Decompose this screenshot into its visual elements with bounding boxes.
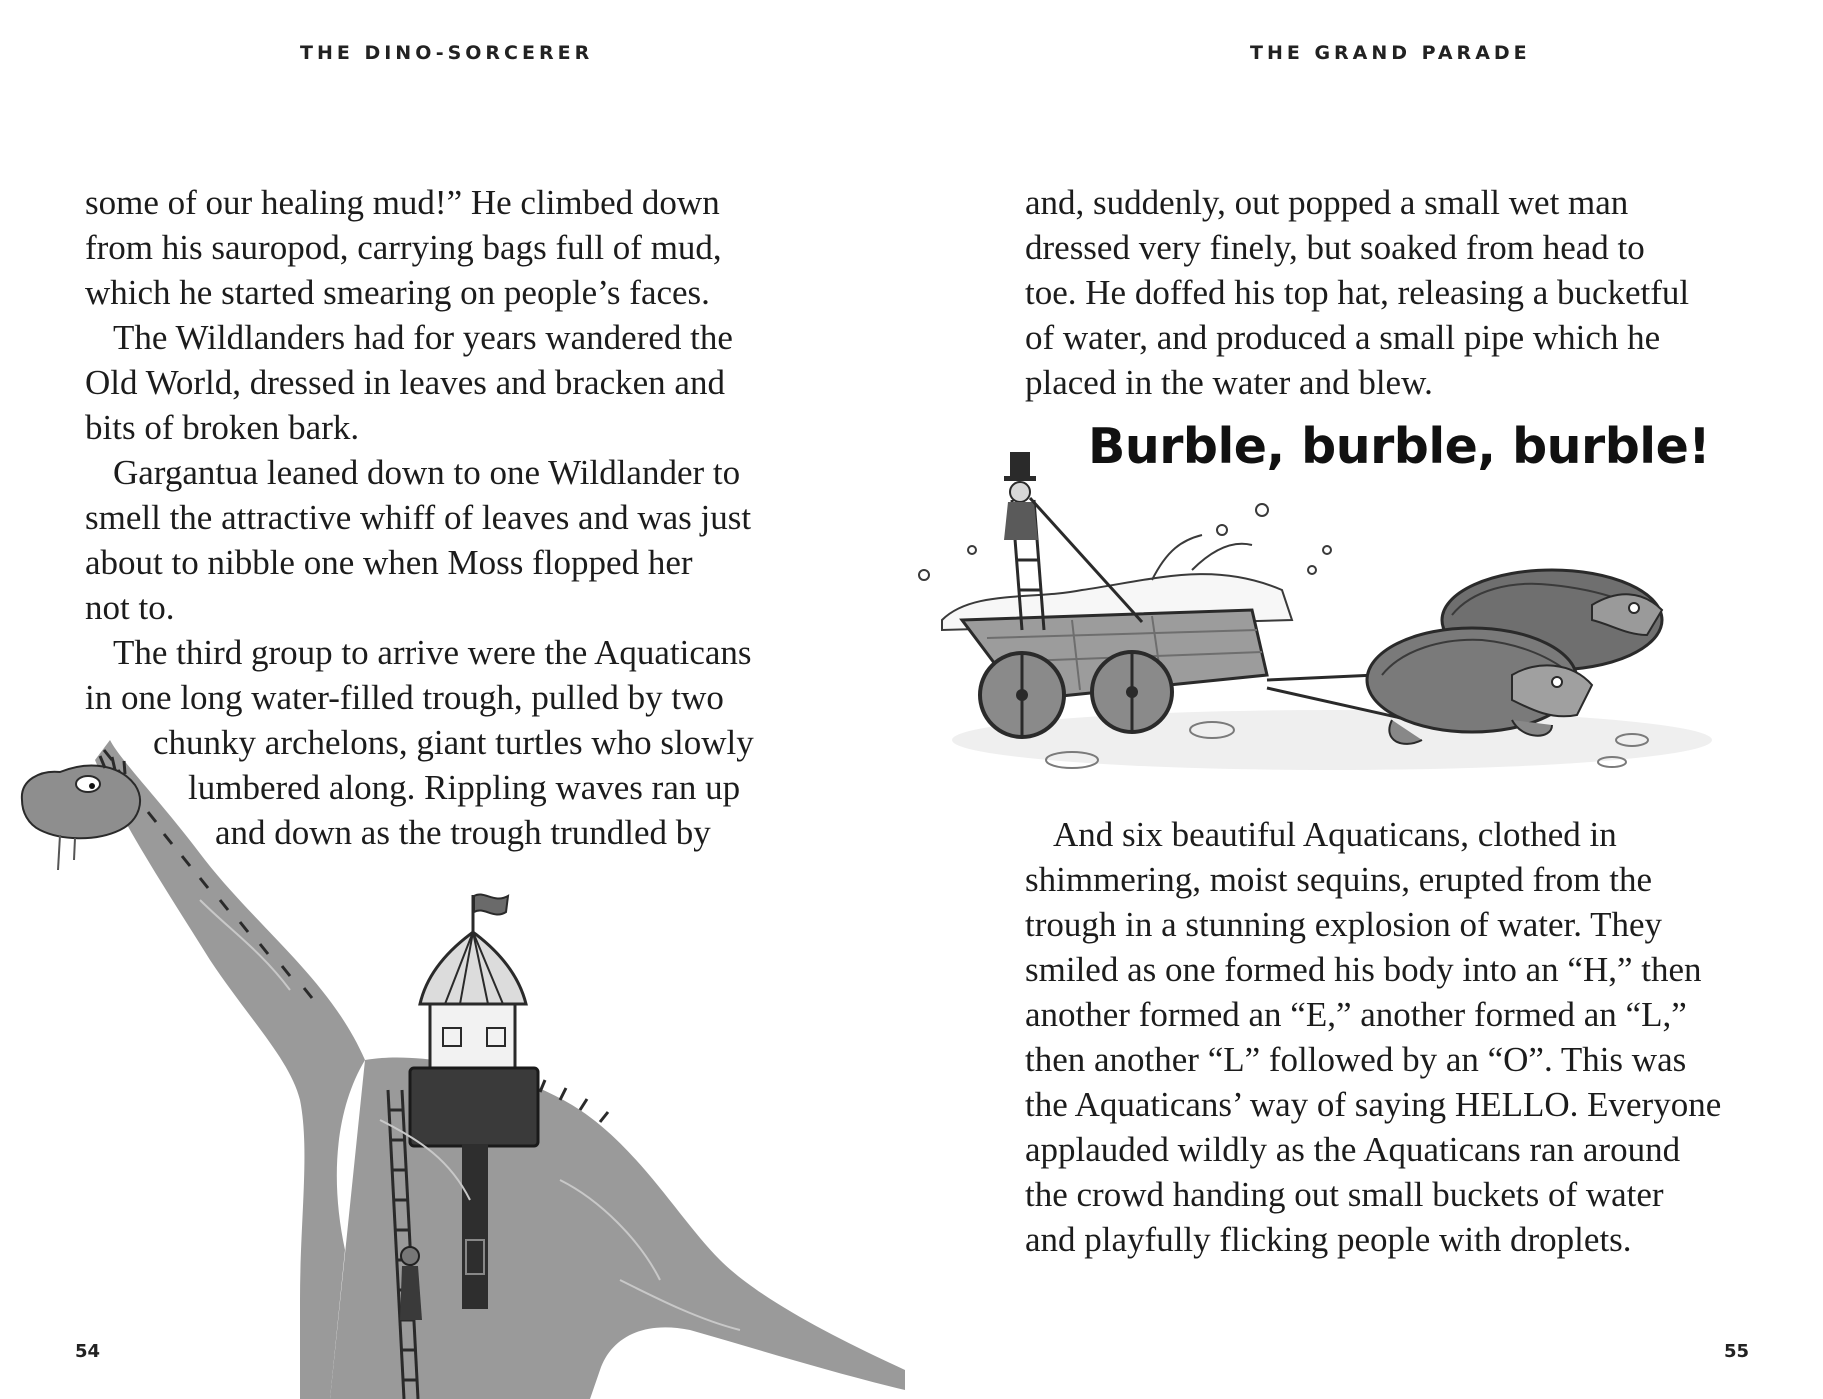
right-page-body-bottom (1025, 812, 1721, 1262)
text-line: applauded wildly as the Aquaticans ran around (1025, 1130, 1681, 1169)
right-page-body-top (1025, 180, 1689, 405)
text-line: and, suddenly, out popped a small wet man (1025, 183, 1629, 222)
text-line: and playfully flicking people with droplets. (1025, 1220, 1632, 1259)
text-line: smiled as one formed his body into an “H,” then (1025, 950, 1702, 989)
text-line: then another “L” followed by an “O”. This was (1025, 1040, 1687, 1079)
text-line: the Aquaticans’ way of saying HELLO. Everyone (1025, 1085, 1722, 1124)
text-line: Old World, dressed in leaves and bracken and (85, 363, 725, 402)
text-line: lumbered along. Rippling waves ran up (188, 768, 741, 807)
text-line: Gargantua leaned down to one Wildlander to (113, 453, 741, 492)
text-line: And six beautiful Aquaticans, clothed in (1053, 815, 1617, 854)
text-line: which he started smearing on people’s faces. (85, 273, 710, 312)
text-line: toe. He doffed his top hat, releasing a bucketful (1025, 273, 1690, 312)
text-line: from his sauropod, carrying bags full of mud, (85, 228, 722, 267)
text-line: about to nibble one when Moss flopped her (85, 543, 693, 582)
left-page (0, 0, 911, 1399)
right-page (912, 0, 1823, 1399)
text-line: bits of broken bark. (85, 408, 360, 447)
text-line: shimmering, moist sequins, erupted from the (1025, 860, 1652, 899)
sauropod-illustration (0, 0, 911, 1399)
text-line: smell the attractive whiff of leaves and was just (85, 498, 752, 537)
text-line: chunky archelons, giant turtles who slowly (153, 723, 754, 762)
sound-effect-heading: Burble, burble, burble! (1088, 418, 1711, 475)
text-line: the crowd handing out small buckets of water (1025, 1175, 1664, 1214)
text-line: another formed an “E,” another formed an “L,” (1025, 995, 1687, 1034)
running-head-right: THE GRAND PARADE (1250, 42, 1531, 64)
text-line: trough in a stunning explosion of water. They (1025, 905, 1663, 944)
text-line: The Wildlanders had for years wandered the (113, 318, 733, 357)
text-line: placed in the water and blew. (1025, 363, 1433, 402)
text-line: dressed very finely, but soaked from head to (1025, 228, 1645, 267)
text-line: some of our healing mud!” He climbed down (85, 183, 720, 222)
text-line: in one long water-filled trough, pulled by two (85, 678, 724, 717)
running-head-left: THE DINO-SORCERER (300, 42, 594, 64)
trough-turtles-illustration (912, 440, 1823, 800)
text-line: not to. (85, 588, 175, 627)
text-line: of water, and produced a small pipe which he (1025, 318, 1661, 357)
page-number-right: 55 (1724, 1341, 1750, 1362)
text-line: The third group to arrive were the Aquaticans (113, 633, 752, 672)
page-number-left: 54 (75, 1341, 101, 1362)
text-line: and down as the trough trundled by (215, 813, 711, 852)
